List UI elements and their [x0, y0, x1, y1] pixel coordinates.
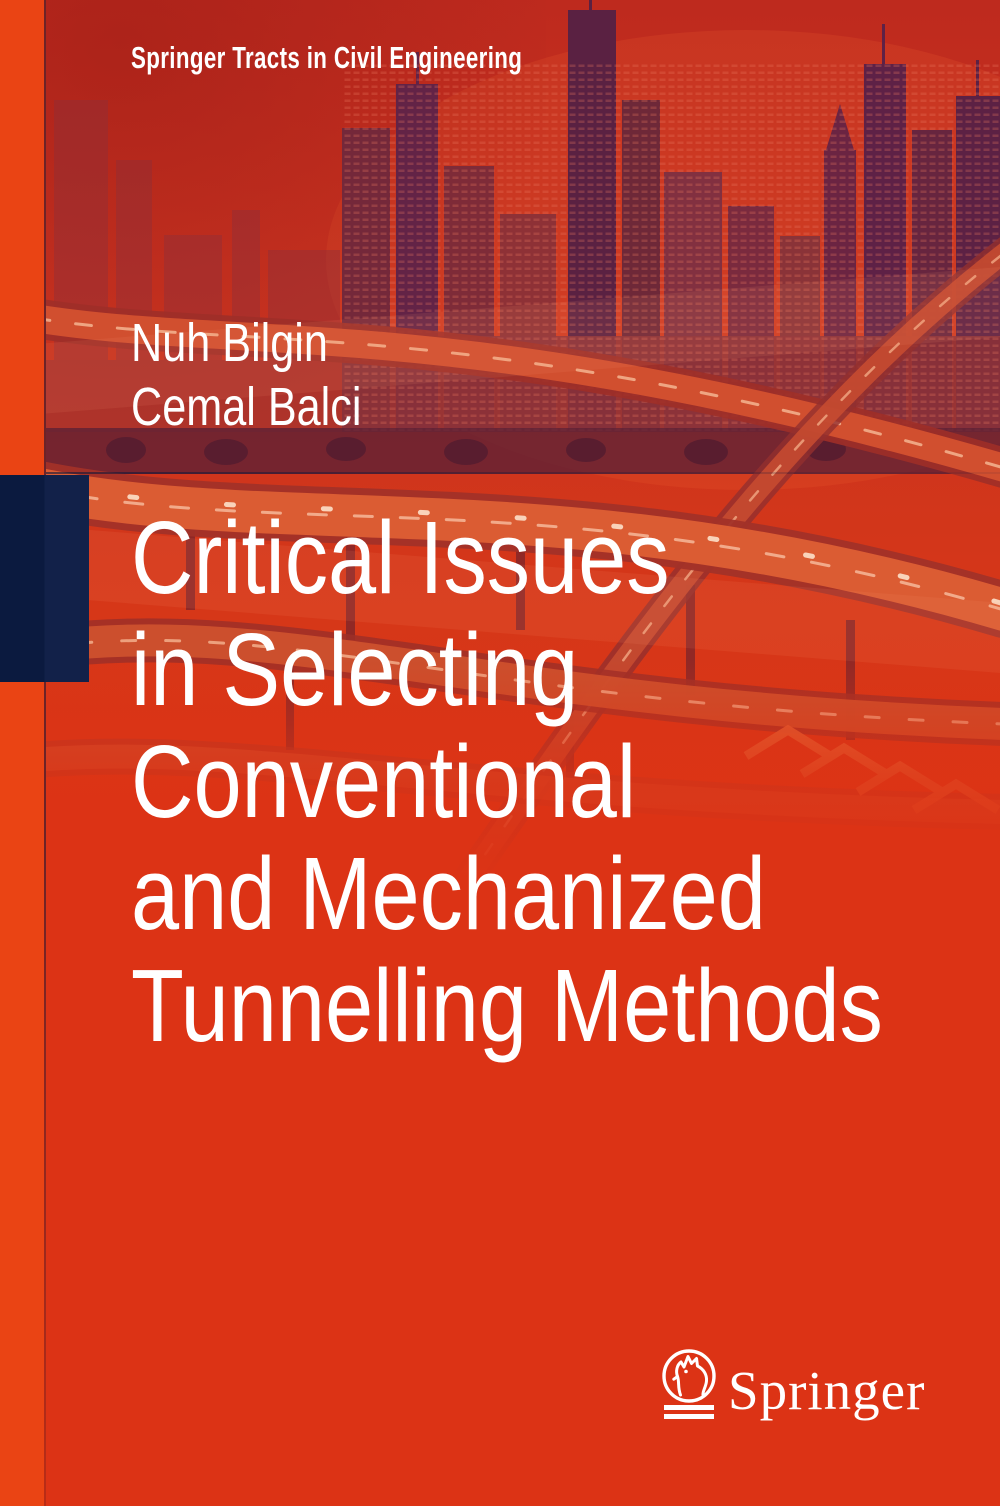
- title-line: Conventional: [131, 724, 637, 839]
- left-accent-strip: [0, 0, 44, 1506]
- series-title: Springer Tracts in Civil Engineering: [131, 40, 523, 75]
- title-line: in Selecting: [131, 612, 579, 727]
- title-line: and Mechanized: [131, 836, 766, 951]
- vertical-rule: [44, 0, 46, 1506]
- title-line: Critical Issues: [131, 500, 670, 615]
- authors-block: [131, 311, 361, 439]
- springer-knight-icon: [660, 1348, 718, 1424]
- author-name: Nuh Bilgin: [131, 313, 328, 373]
- title-line: Tunnelling Methods: [131, 948, 883, 1063]
- author-name: Cemal Balci: [131, 377, 362, 437]
- navy-accent-square: [0, 475, 89, 682]
- horizontal-rule: [46, 472, 1000, 474]
- publisher-logo: [660, 1348, 980, 1432]
- book-title: [131, 502, 883, 1062]
- publisher-name: Springer: [728, 1360, 926, 1421]
